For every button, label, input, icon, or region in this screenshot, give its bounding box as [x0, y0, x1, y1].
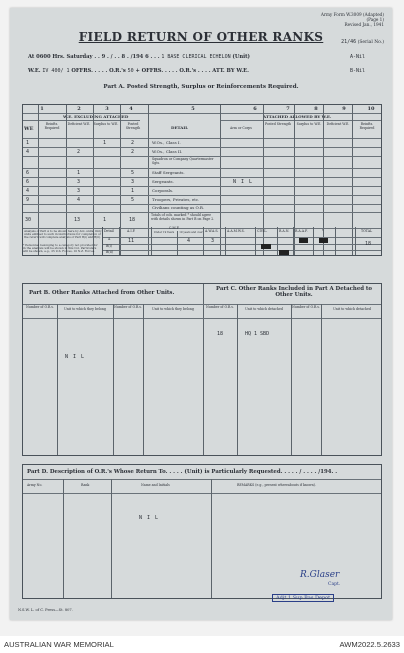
part-c-unit: HQ 1 SBD — [245, 331, 270, 337]
part-c-title: Part C. Other Ranks Included in Part A Detached to Other Units. — [216, 286, 372, 298]
date-unit-line: At 0600 Hrs. Saturday . . 9 . / . . 8 . /194 6 . . . 1 BASE CLERICAL ECHELON (Unit) — [28, 54, 250, 60]
an-hdr-awas: A.W.A.S. — [205, 229, 219, 233]
hdr-att-deficient: Deficient W.E. — [326, 122, 350, 126]
an-a-total: 18 — [365, 241, 372, 247]
attached-nil: N I L — [233, 179, 254, 185]
attached-allowed-header: ATTACHED ALLOWED BY W.E. — [263, 114, 332, 119]
an-row-a: A — [108, 237, 111, 241]
row-ssgt-detail: Staff Sergeants. — [152, 170, 185, 175]
part-bc-table — [22, 283, 382, 456]
part-b-title: Part B. Other Ranks Attached from Other Units. — [29, 290, 175, 296]
an-hdr-under19: Under 19 Years — [153, 231, 175, 234]
an-hdr-detail: Detail — [104, 229, 114, 233]
part-d-title: Part D. Description of O.R.'s Whose Return To. . . . . (Unit) is Particularly Requested. . . . . / . . . . /194. . — [27, 469, 338, 475]
b-ref: B-Nil — [350, 68, 366, 74]
serial-number: 21/46 (Serial No.) — [341, 39, 384, 45]
row-woii-detail: W.Os., Class II. — [152, 149, 183, 154]
part-c-number: 18 — [217, 331, 224, 337]
an-a-awas: 3 — [211, 238, 215, 244]
caption-id: AWM2022.5.2633 — [339, 640, 400, 649]
row-woii-deficient: 2 — [77, 149, 81, 155]
d-hdr-armyno: Army No. — [27, 483, 43, 487]
hdr-reinfts: Reinfts. Required — [44, 122, 60, 130]
analysis-instructions: Analysis of Part A to be shown here by ALL units. Only units entitled to such in instructions for completion of the return will complete analysis of Part B(i) and B(ii). — [24, 229, 102, 240]
row-tpr-posted: 5 — [131, 197, 135, 203]
row-cpl-we: 4 — [26, 188, 30, 194]
hdr-att-posted: Posted Strength — [264, 122, 292, 126]
an-hdr-raaf: R.A.A.F. — [295, 229, 308, 233]
caption-bar — [0, 636, 404, 653]
blackout-mark — [261, 244, 271, 249]
row-woii-we: 4 — [26, 149, 30, 155]
row-ssgt-deficient: 1 — [77, 170, 81, 176]
d-hdr-name: Name and Initials — [141, 483, 170, 487]
row-civ-detail: Civilians counting as O.R. — [152, 205, 205, 210]
hdr-deficient: Deficient W.E. — [67, 122, 91, 126]
row-cpl-detail: Corporals. — [152, 188, 174, 193]
hdr-att-reinfts: Reinfts. Required — [359, 122, 375, 130]
total-surplus: 1 — [103, 217, 107, 223]
a-ref: A-Nil — [350, 54, 366, 60]
analysis-note: * Personnel belonging to a category not provided for in the analysis will be shown in this Col. Particulars will be shown, e.g., 25 U.S. Forces, 10 N.Z. Forces. — [23, 243, 98, 254]
row-cpl-deficient: 3 — [77, 188, 81, 194]
form-number: Army Form W.3009 (Adapted) (Page 1) Revised Jan., 1941 — [320, 12, 384, 27]
an-row-bii: B(ii) — [106, 250, 113, 254]
row-cqms-detail: Squadron or Company Quartermaster Sgts. — [152, 157, 214, 165]
col-9: 9 — [342, 106, 346, 112]
row-sgt-detail: Sergeants. — [152, 179, 174, 184]
row-sgt-we: 6 — [26, 179, 30, 185]
row-tpr-detail: Troopers, Privates, etc. — [152, 197, 200, 202]
an-hdr-total: TOTAL — [361, 229, 373, 233]
blackout-mark — [279, 250, 289, 255]
form-sheet — [10, 8, 392, 620]
hdr-att-surplus: Surplus to W.E. — [296, 122, 322, 126]
we-label: WE — [24, 126, 34, 132]
col-1: 1 — [40, 106, 44, 112]
b-hdr-unit2: Unit to which they belong — [152, 307, 194, 311]
total-posted: 18 — [129, 217, 136, 223]
an-hdr-aamws: A.A.M.W.S. — [227, 229, 245, 233]
we-line: W.E. IV 400/ 1 OFFRS. . . . . O.R.'s 50 + OFFRS. . . . . O.R.'s . . . . ATT. BY W.E. — [28, 68, 249, 74]
row-woi-we: 1 — [26, 140, 30, 146]
c-hdr-unit2: Unit to which detached — [333, 307, 371, 311]
col-7: 7 — [286, 106, 290, 112]
caption-source: AUSTRALIAN WAR MEMORIAL — [4, 640, 114, 649]
total-we: 30 — [25, 217, 32, 223]
form-title: FIELD RETURN OF OTHER RANKS — [78, 30, 324, 44]
row-woii-posted: 2 — [131, 149, 135, 155]
hdr-posted: Posted Strength — [125, 122, 141, 130]
row-woi-detail: W.Os., Class I. — [152, 140, 181, 145]
row-sgt-deficient: 3 — [77, 179, 81, 185]
an-hdr-ran: R.A.N. — [279, 229, 290, 233]
hdr-arm: Arm or Corps — [230, 126, 252, 130]
part-a-title: Part A. Posted Strength, Surplus or Reinforcements Required. — [103, 84, 299, 90]
col-5: 5 — [191, 106, 195, 112]
row-ssgt-posted: 5 — [131, 170, 135, 176]
detail-header: DETAIL — [171, 125, 189, 130]
d-hdr-rank: Rank — [81, 483, 90, 487]
row-woi-posted: 2 — [131, 140, 135, 146]
part-d-nil: N I L — [139, 515, 160, 521]
b-hdr-num: Number of O.R.s. — [26, 305, 54, 309]
total-deficient: 13 — [74, 217, 81, 223]
blackout-mark — [299, 238, 308, 243]
c-hdr-num: Number of O.R.s. — [206, 305, 234, 309]
an-a-cmf: 4 — [187, 238, 191, 244]
we-excluding-attached-header: W.E. EXCLUDING ATTACHED — [63, 114, 129, 119]
hdr-surplus: Surplus to W.E. — [93, 122, 119, 126]
row-tpr-we: 9 — [26, 197, 30, 203]
blackout-mark — [319, 238, 328, 243]
col-6: 6 — [253, 106, 257, 112]
unit-name: 1 BASE CLERICAL ECHELON — [161, 54, 231, 60]
c-hdr-num2: Number of O.R.s. — [292, 305, 320, 309]
row-ssgt-we: 6 — [26, 170, 30, 176]
adjutant-stamp: Adjt 1 Sup Bas Depot — [272, 594, 334, 602]
signature: R.Glaser — [300, 570, 340, 580]
row-sgt-posted: 3 — [131, 179, 135, 185]
an-row-bi: B(i) — [106, 244, 112, 248]
col-8: 8 — [314, 106, 318, 112]
row-cpl-posted: 1 — [131, 188, 135, 194]
col-3: 3 — [105, 106, 109, 112]
part-b-nil: N I L — [65, 354, 86, 360]
an-hdr-star: * — [322, 229, 324, 233]
col-4: 4 — [129, 106, 133, 112]
col-10: 10 — [367, 106, 375, 112]
signature-rank: Capt. — [328, 582, 341, 587]
an-a-aif: 11 — [128, 238, 135, 244]
row-tpr-deficient: 4 — [77, 197, 81, 203]
analysis-table — [102, 227, 382, 256]
row-woi-surplus: 1 — [103, 140, 107, 146]
c-hdr-unit: Unit to which detached — [245, 307, 283, 311]
col-2: 2 — [77, 106, 81, 112]
an-hdr-aif: A.I.F. — [127, 229, 136, 233]
d-hdr-remarks: REMARKS (e.g., present whereabouts if known). — [237, 483, 316, 487]
totals-note: Totals of cols. marked * should agree with details shown in Part B on Page 2. — [151, 213, 215, 221]
b-hdr-num2: Number of O.R.s. — [114, 305, 142, 309]
printer-imprint: N.S.W. L. of C. Press—St. 807. — [18, 608, 73, 612]
an-hdr-civil: CIVIL. — [257, 229, 268, 233]
b-hdr-unit: Unit to which they belong — [64, 307, 106, 311]
an-hdr-19over: 19 years and over — [179, 231, 203, 234]
an-hdr-cmf: C.M.F. — [169, 226, 180, 230]
